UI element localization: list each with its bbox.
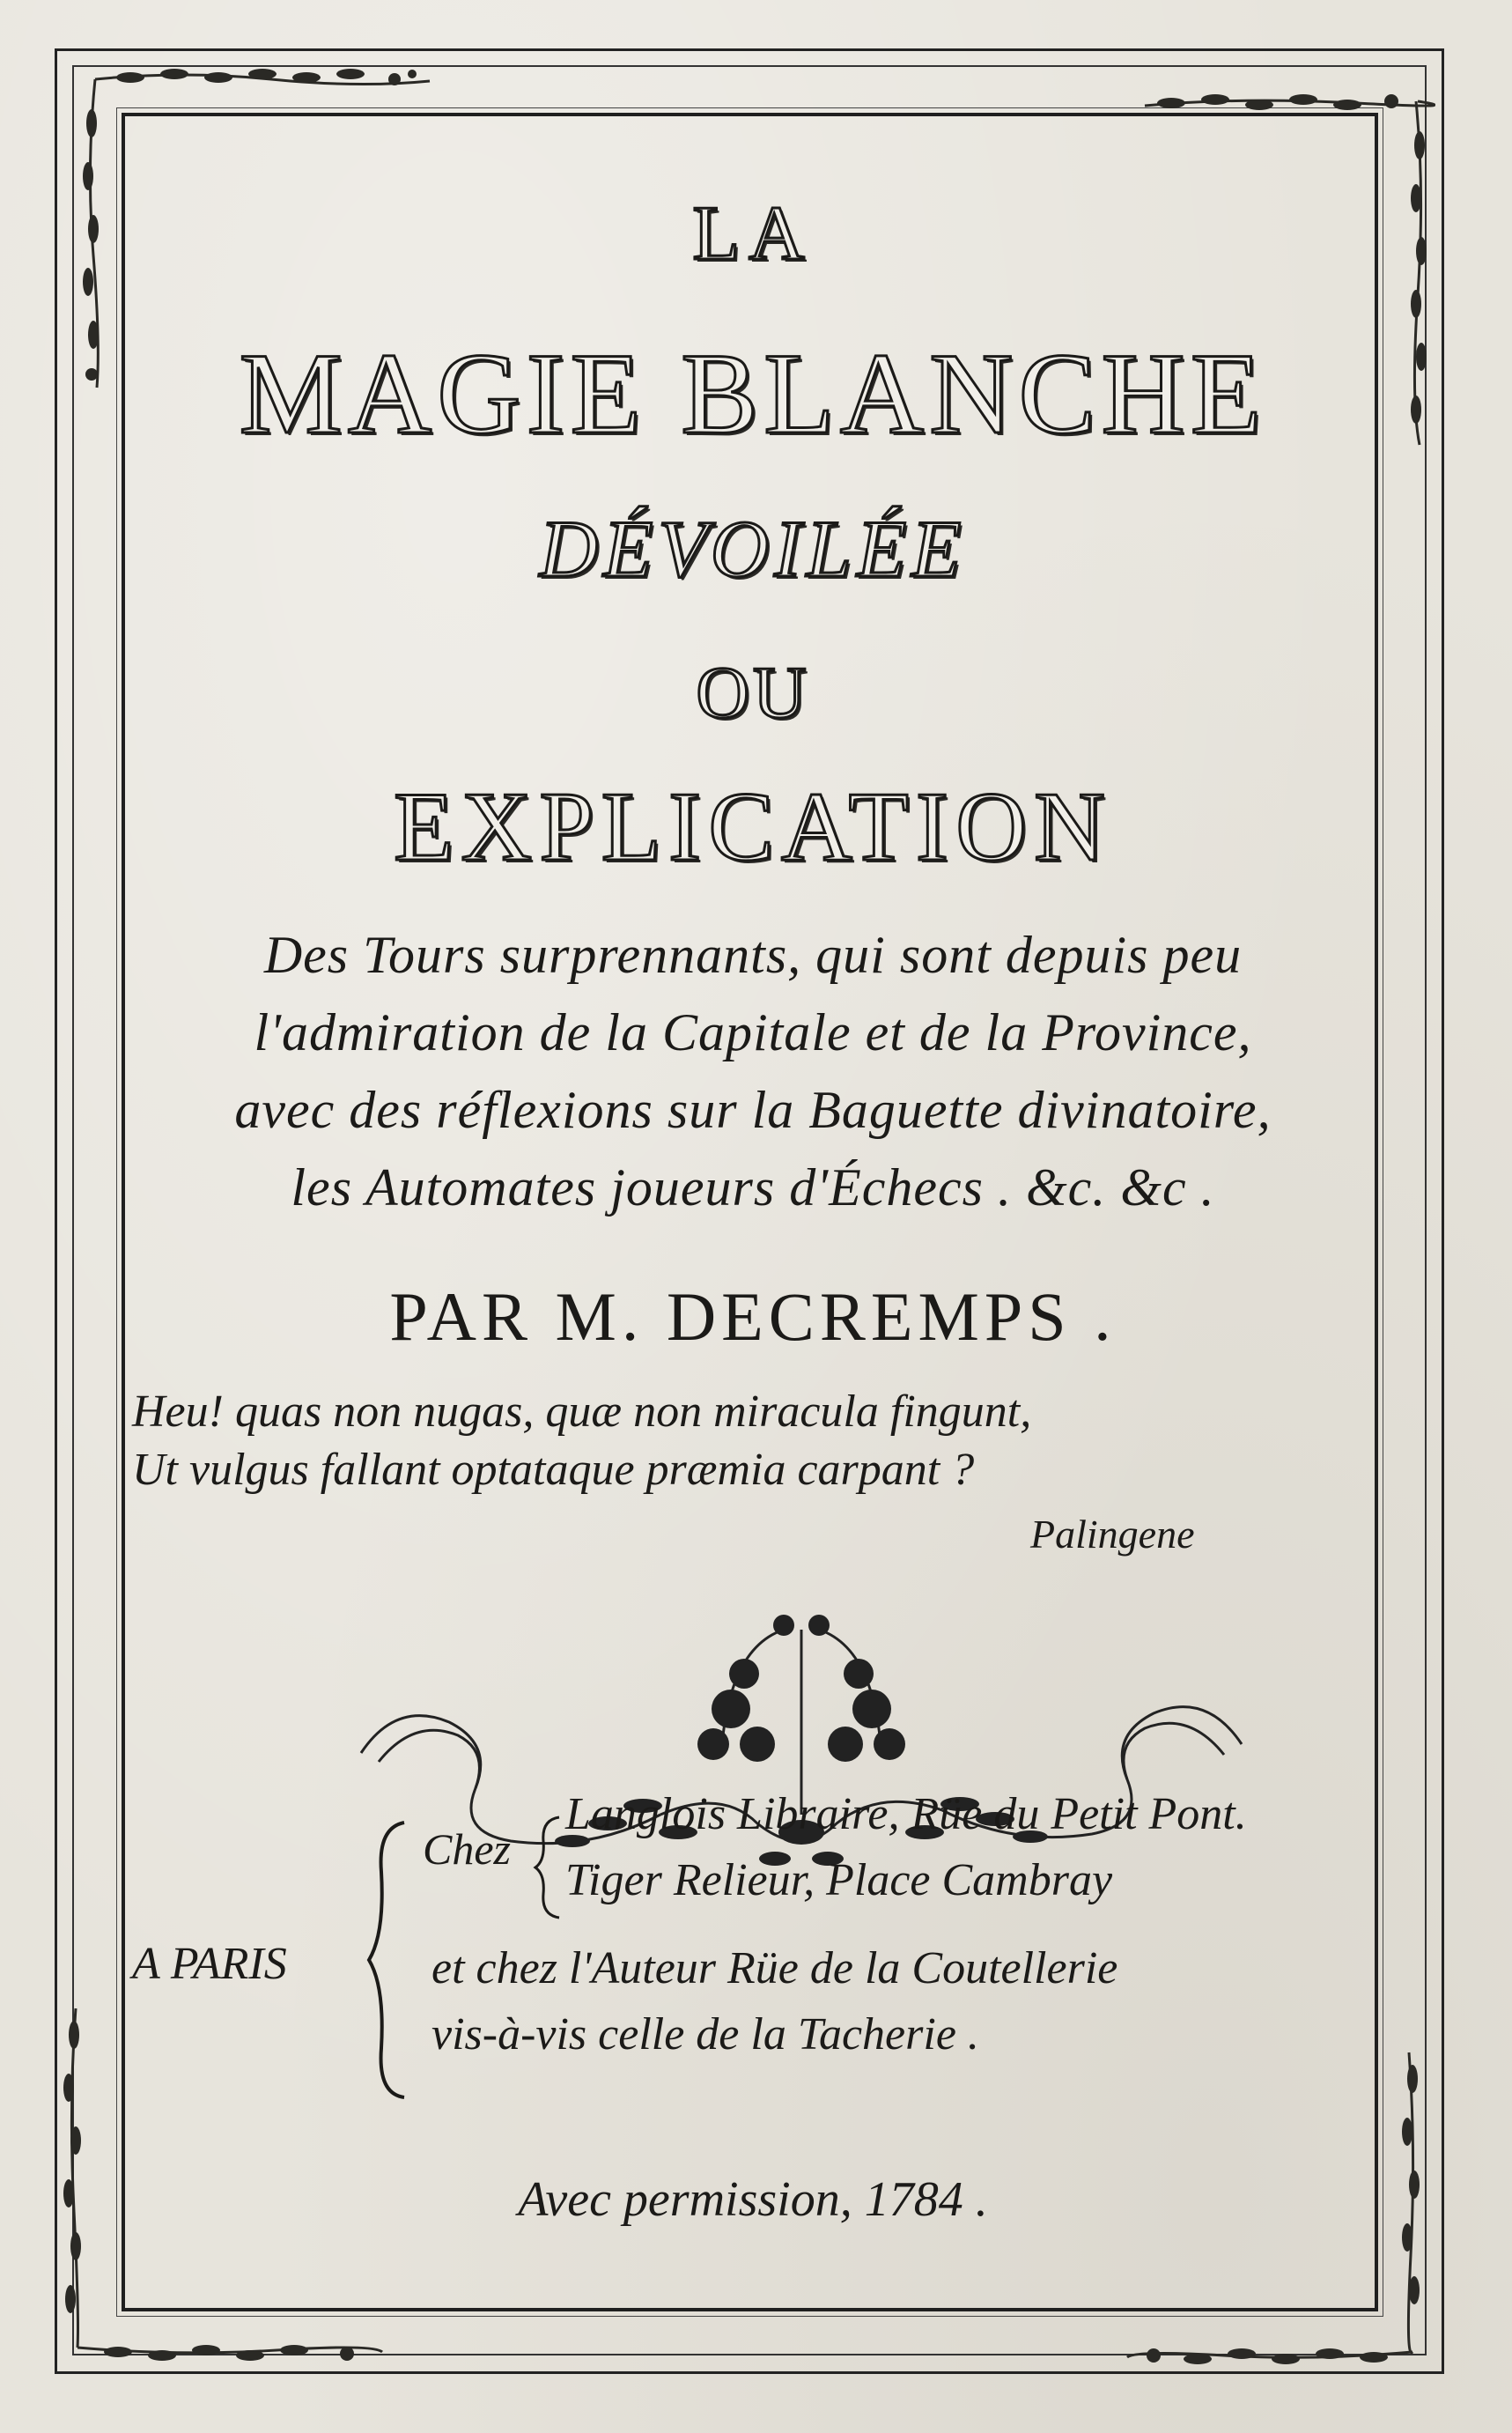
imprint-small-brace bbox=[533, 1815, 563, 1920]
title-devoilee: DÉVOILÉE bbox=[539, 504, 967, 594]
title-la: LA bbox=[692, 191, 814, 277]
title-ou: OU bbox=[696, 652, 810, 734]
permission-line: Avec permission, 1784 . bbox=[518, 2172, 988, 2227]
imprint-chez: Chez bbox=[423, 1824, 511, 1874]
title-magie-blanche: MAGIE BLANCHE bbox=[239, 329, 1267, 458]
subtitle-line-1: Des Tours surprennants, qui sont depuis peu bbox=[263, 926, 1243, 984]
author-line: PAR M. DECREMPS . bbox=[389, 1278, 1117, 1355]
epigraph-line-2: Ut vulgus fallant optataque præmia carpant ? bbox=[132, 1445, 975, 1495]
imprint-bookseller-1: Langlois Libraire, Rüe du Petit Pont. bbox=[565, 1789, 1247, 1839]
imprint-city: A PARIS bbox=[132, 1939, 287, 1989]
epigraph-line-1: Heu! quas non nugas, quæ non miracula fingunt, bbox=[132, 1387, 1032, 1437]
subtitle-line-2: l'admiration de la Capitale et de la Province, bbox=[254, 1003, 1252, 1061]
imprint-large-brace bbox=[365, 1819, 409, 2101]
title-content bbox=[132, 115, 1374, 2308]
imprint-author-address-1: et chez l'Auteur Rüe de la Coutellerie bbox=[431, 1943, 1118, 1993]
imprint-bookseller-2: Tiger Relieur, Place Cambray bbox=[565, 1855, 1113, 1905]
imprint-author-address-2: vis-à-vis celle de la Tacherie . bbox=[431, 2009, 979, 2060]
title-explication: EXPLICATION bbox=[394, 773, 1112, 882]
subtitle-line-3: avec des réflexions sur la Baguette divinatoire, bbox=[234, 1081, 1272, 1139]
subtitle-line-4: les Automates joueurs d'Échecs . &c. &c . bbox=[291, 1158, 1215, 1216]
epigraph-source: Palingene bbox=[1030, 1512, 1195, 1557]
